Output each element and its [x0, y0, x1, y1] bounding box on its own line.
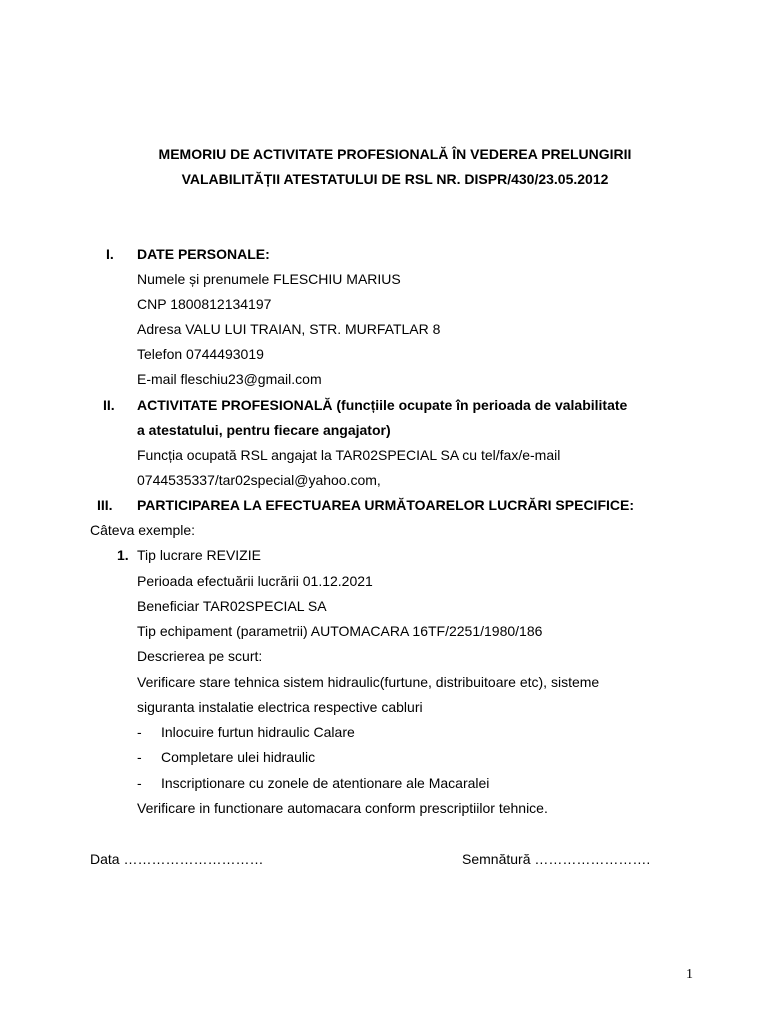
document-title-line-2: VALABILITĂȚII ATESTATULUI DE RSL NR. DISPR/430/23.05.2012: [181, 171, 609, 187]
work-beneficiary: Beneficiar TAR02SPECIAL SA: [137, 598, 327, 614]
bullet-marker: -: [137, 724, 142, 740]
section-1-numeral: I.: [106, 246, 114, 262]
employment-line-2: 0744535337/tar02special@yahoo.com,: [137, 472, 381, 488]
bullet-item: Completare ulei hidraulic: [161, 749, 316, 765]
employment-line-1: Funcția ocupată RSL angajat la TAR02SPECIAL SA cu tel/fax/e-mail: [137, 447, 561, 463]
bullet-item: Inscriptionare cu zonele de atentionare ale Macaralei: [161, 775, 490, 791]
section-3-heading: PARTICIPAREA LA EFECTUAREA URMĂTOARELOR LUCRĂRI SPECIFICE:: [137, 497, 634, 513]
section-2-heading-cont: a atestatului, pentru fiecare angajator): [137, 422, 391, 438]
personal-address: Adresa VALU LUI TRAIAN, STR. MURFATLAR 8: [137, 321, 441, 337]
document-title-line-1: MEMORIU DE ACTIVITATE PROFESIONALĂ ÎN VEDEREA PRELUNGIRII: [158, 146, 632, 162]
examples-intro: Câteva exemple:: [90, 522, 196, 538]
work-type: Tip lucrare REVIZIE: [137, 547, 261, 563]
personal-phone: Telefon 0744493019: [137, 346, 264, 362]
page-number: 1: [686, 967, 693, 982]
work-period: Perioada efectuării lucrării 01.12.2021: [137, 573, 373, 589]
bullet-item: Inlocuire furtun hidraulic Calare: [161, 724, 355, 740]
personal-email: E-mail fleschiu23@gmail.com: [137, 371, 322, 387]
section-3-numeral: III.: [97, 497, 113, 513]
personal-name: Numele și prenumele FLESCHIU MARIUS: [137, 271, 401, 287]
signature-field: Semnătură …………………….: [462, 851, 651, 867]
work-equipment: Tip echipament (parametrii) AUTOMACARA 16TF/2251/1980/186: [137, 623, 543, 639]
section-1-heading: DATE PERSONALE:: [137, 246, 270, 262]
work-description-line-1: Verificare stare tehnica sistem hidraulic(furtune, distribuitoare etc), sisteme: [137, 674, 600, 690]
work-description-line-2: siguranta instalatie electrica respective cabluri: [137, 699, 423, 715]
date-field: Data …………………………: [90, 851, 264, 867]
section-2-heading: ACTIVITATE PROFESIONALĂ (funcțiile ocupate în perioada de valabilitate: [137, 397, 628, 413]
bullet-marker: -: [137, 749, 142, 765]
item-number: 1.: [117, 547, 129, 563]
personal-cnp: CNP 1800812134197: [137, 296, 272, 312]
work-description-label: Descrierea pe scurt:: [137, 648, 263, 664]
work-closing: Verificare in functionare automacara conform prescriptiilor tehnice.: [137, 800, 548, 816]
section-2-numeral: II.: [103, 397, 115, 413]
bullet-marker: -: [137, 775, 142, 791]
